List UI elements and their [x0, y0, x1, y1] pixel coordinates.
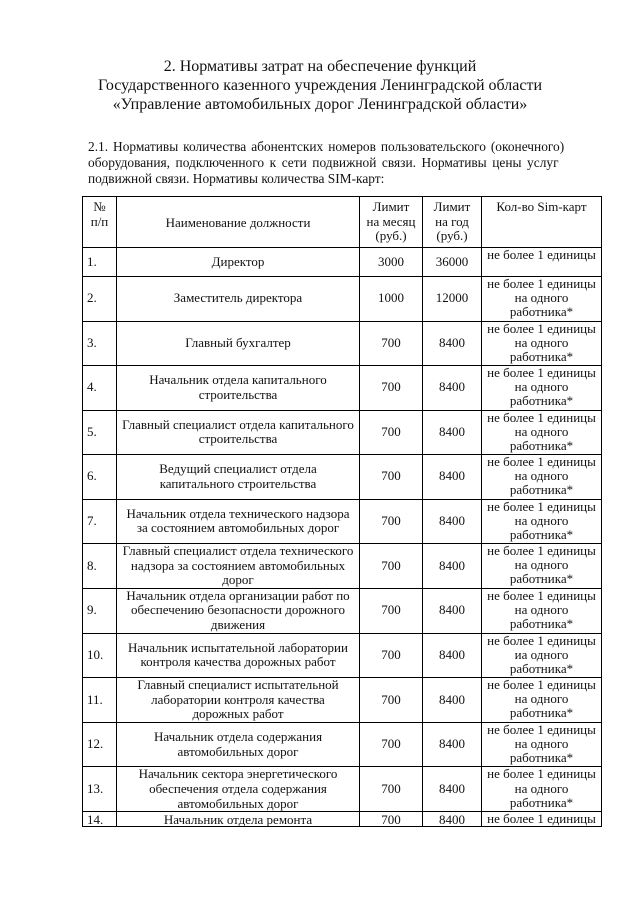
position-name — [117, 455, 360, 500]
sim-count — [482, 767, 602, 812]
position-name-line: за состоянием автомобильных дорог — [136, 520, 340, 536]
sim-count-line: иа одного — [514, 646, 569, 662]
header-number: № п/п — [83, 197, 117, 248]
position-name — [117, 277, 360, 322]
sim-norms-table — [82, 196, 602, 827]
sim-count-line: работника* — [509, 705, 574, 721]
header-monthly-limit: Лимит на месяц (руб.) — [360, 197, 423, 248]
table-row — [83, 366, 602, 411]
position-name — [117, 366, 360, 411]
yearly-limit: 36000 — [423, 248, 482, 277]
position-name — [117, 321, 360, 366]
position-name-line: автомобильных дорог — [177, 743, 299, 759]
position-name-line: Главный специалист испытательной — [137, 677, 339, 693]
monthly-limit: 700 — [360, 544, 423, 589]
yearly-limit: 8400 — [423, 544, 482, 589]
yearly-limit: 8400 — [423, 588, 482, 633]
position-name-line: Начальник отдела содержания — [153, 729, 323, 744]
table-row — [83, 588, 602, 633]
row-number: 3. — [83, 321, 117, 366]
monthly-limit: 700 — [360, 366, 423, 411]
sim-count-line: работника* — [509, 660, 574, 676]
sim-count-line: на одного — [514, 780, 569, 796]
row-number: 2. — [83, 277, 117, 322]
position-name-line: Главный бухгалтер — [185, 334, 291, 350]
sim-count-line: работника* — [509, 526, 574, 542]
monthly-limit: 700 — [360, 588, 423, 633]
yearly-limit: 8400 — [423, 410, 482, 455]
yearly-limit: 8400 — [423, 722, 482, 767]
row-number: 14. — [83, 812, 117, 827]
position-name-line: Главный специалист отдела технического — [122, 543, 354, 558]
intro-line: оборудования, подключенного к сети подвижной связи. Нормативы цены услуг — [88, 155, 559, 170]
position-name — [117, 678, 360, 723]
sim-count-line: не более 1 единицы — [487, 409, 596, 425]
position-name — [117, 588, 360, 633]
table-header-row — [83, 197, 602, 248]
position-name-line: обеспечения отдела содержания — [149, 780, 327, 796]
row-number: 9. — [83, 588, 117, 633]
table-row — [83, 544, 602, 589]
position-name — [117, 410, 360, 455]
sim-count-line: на одного — [514, 334, 569, 350]
yearly-limit: 8400 — [423, 321, 482, 366]
table-row — [83, 767, 602, 812]
position-name — [117, 722, 360, 767]
sim-count-line: не более 1 единицы — [487, 365, 596, 380]
monthly-limit: 1000 — [360, 277, 423, 322]
sim-count-line: работника* — [509, 393, 574, 409]
header-sim-count: Кол-во Sim-карт — [482, 197, 602, 248]
position-name-line: Начальник испытательной лаборатории — [128, 639, 348, 655]
yearly-limit: 8400 — [423, 455, 482, 500]
sim-count-line: не более 1 единицы — [487, 677, 596, 693]
position-name-line: Начальник отдела организации работ по — [126, 587, 350, 603]
table-row — [83, 277, 602, 322]
monthly-limit: 700 — [360, 321, 423, 366]
position-name-line: Главный специалист отдела капитального — [122, 416, 354, 432]
row-number: 8. — [83, 544, 117, 589]
sim-count-line: работника* — [509, 482, 574, 498]
sim-count-line: работника* — [509, 571, 574, 587]
position-name — [117, 544, 360, 589]
sim-count — [482, 588, 602, 633]
position-name-line: Начальник отдела ремонта — [163, 811, 313, 827]
monthly-limit: 700 — [360, 812, 423, 827]
sim-count-line: на одного — [514, 290, 569, 306]
position-name — [117, 248, 360, 277]
position-name-line: строительства — [198, 431, 278, 447]
row-number: 7. — [83, 499, 117, 544]
row-number: 5. — [83, 410, 117, 455]
table-row — [83, 812, 602, 827]
row-number: 1. — [83, 248, 117, 277]
sim-count-line: не более 1 единицы — [487, 543, 596, 558]
sim-count-line: работника* — [509, 304, 574, 320]
position-name — [117, 499, 360, 544]
sim-count-line: не более 1 единицы — [487, 320, 596, 336]
sim-count-line: работника* — [509, 348, 574, 364]
sim-count-line: работника* — [509, 437, 574, 453]
sim-count-line: не более 1 единицы — [487, 498, 596, 514]
sim-count-line: не более 1 единицы — [487, 766, 596, 782]
position-name-line: капитального строительства — [159, 475, 317, 491]
position-name-line: Заместитель директора — [173, 290, 303, 306]
sim-count — [482, 678, 602, 723]
sim-count-line: не более 1 единицы — [487, 587, 596, 603]
yearly-limit: 8400 — [423, 633, 482, 678]
sim-count-line: на одного — [514, 512, 569, 528]
row-number: 10. — [83, 633, 117, 678]
sim-count-line: не более 1 единицы — [487, 247, 596, 262]
sim-count — [482, 812, 602, 827]
sim-count — [482, 366, 602, 411]
position-name-line: движения — [210, 616, 266, 632]
monthly-limit: 700 — [360, 410, 423, 455]
sim-count-line: на одного — [514, 736, 569, 752]
row-number: 11. — [83, 678, 117, 723]
position-name-line: дорог — [222, 572, 254, 588]
sim-count — [482, 499, 602, 544]
monthly-limit: 3000 — [360, 248, 423, 277]
row-number: 13. — [83, 767, 117, 812]
table-row — [83, 499, 602, 544]
monthly-limit: 700 — [360, 722, 423, 767]
position-name-line: Начальник сектора энергетического — [138, 766, 338, 782]
sim-count-line: не более 1 единицы — [487, 454, 596, 469]
position-name — [117, 812, 360, 827]
sim-count — [482, 633, 602, 678]
row-number: 12. — [83, 722, 117, 767]
intro-line: 2.1. Нормативы количества абонентских номеров пользовательского (оконечного) — [88, 139, 565, 154]
row-number: 6. — [83, 455, 117, 500]
monthly-limit: 700 — [360, 678, 423, 723]
position-name-line: Начальник отдела технического надзора — [126, 505, 350, 521]
yearly-limit: 8400 — [423, 499, 482, 544]
table-row — [83, 410, 602, 455]
heading-line: «Управление автомобильных дорог Ленинградской области» — [112, 96, 528, 113]
sim-count-line: на одного — [514, 423, 569, 439]
position-name-line: Начальник отдела капитального — [149, 372, 327, 388]
table-row — [83, 321, 602, 366]
sim-count — [482, 544, 602, 589]
position-name-line: лаборатории контроля качества — [151, 691, 325, 707]
sim-count-line: на одного — [514, 691, 569, 707]
header-position: Наименование должности — [117, 197, 360, 248]
table-row — [83, 455, 602, 500]
sim-count-line: не более 1 единицы — [487, 811, 596, 827]
sim-count-line: работника* — [509, 794, 574, 810]
sim-count-line: на одного — [514, 468, 569, 484]
position-name-line: надзора за состоянием автомобильных — [130, 557, 346, 573]
yearly-limit: 8400 — [423, 767, 482, 812]
section-heading — [0, 57, 640, 114]
sim-count — [482, 722, 602, 767]
monthly-limit: 700 — [360, 499, 423, 544]
heading-line: Государственного казенного учреждения Ленинградской области — [97, 77, 543, 94]
table-row — [83, 248, 602, 277]
position-name — [117, 767, 360, 812]
table-row — [83, 678, 602, 723]
monthly-limit: 700 — [360, 633, 423, 678]
monthly-limit: 700 — [360, 455, 423, 500]
sim-count-line: работника* — [509, 750, 574, 766]
position-name-line: автомобильных дорог — [177, 795, 299, 811]
table-row — [83, 633, 602, 678]
table-row — [83, 722, 602, 767]
intro-paragraph — [88, 139, 584, 187]
position-name — [117, 633, 360, 678]
intro-line: подвижной связи. Нормативы количества SIM-карт: — [88, 171, 385, 186]
sim-count — [482, 455, 602, 500]
position-name-line: контроля качества дорожных работ — [140, 654, 336, 670]
sim-count-line: не более 1 единицы — [487, 721, 596, 737]
heading-line: 2. Нормативы затрат на обеспечение функций — [163, 58, 477, 75]
sim-count-line: на одного — [514, 601, 569, 617]
monthly-limit: 700 — [360, 767, 423, 812]
position-name-line: Директор — [211, 253, 265, 269]
position-name-line: обеспечению безопасности дорожного — [131, 602, 345, 618]
yearly-limit: 12000 — [423, 277, 482, 322]
sim-count-line: не более 1 единицы — [487, 276, 596, 291]
sim-count — [482, 277, 602, 322]
position-name-line: строительства — [198, 386, 278, 402]
sim-count-line: не более 1 единицы — [487, 632, 596, 648]
position-name-line: Ведущий специалист отдела — [159, 461, 317, 477]
yearly-limit: 8400 — [423, 366, 482, 411]
header-yearly-limit: Лимит на год (руб.) — [423, 197, 482, 248]
yearly-limit: 8400 — [423, 678, 482, 723]
sim-count-line: на одного — [514, 557, 569, 573]
sim-count — [482, 321, 602, 366]
row-number: 4. — [83, 366, 117, 411]
yearly-limit: 8400 — [423, 812, 482, 827]
sim-count — [482, 248, 602, 277]
sim-count-line: на одного — [514, 379, 569, 395]
sim-count — [482, 410, 602, 455]
sim-count-line: работника* — [509, 616, 574, 632]
position-name-line: дорожных работ — [192, 706, 284, 722]
